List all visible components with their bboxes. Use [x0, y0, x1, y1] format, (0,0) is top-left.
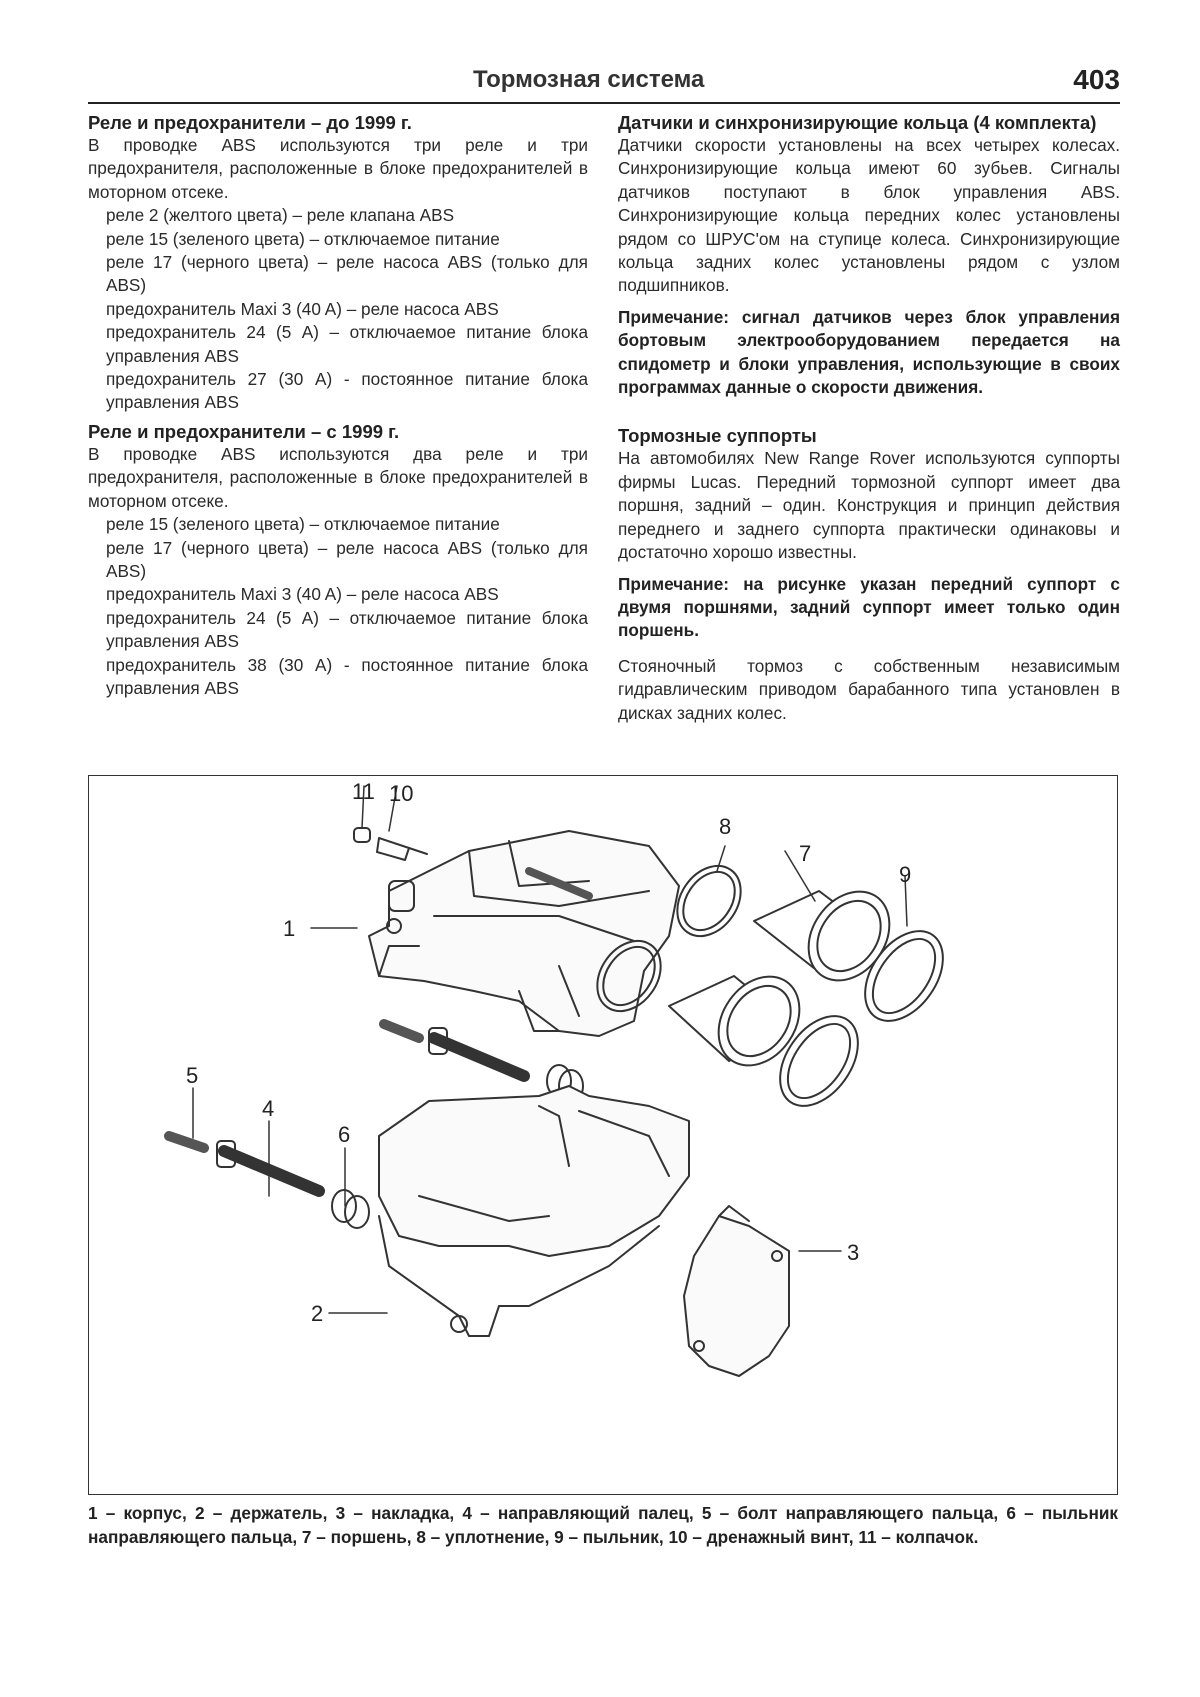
section-title-calipers: Тормозные суппорты	[618, 425, 817, 447]
callout-3: 3	[847, 1240, 860, 1265]
list-item: реле 17 (черного цвета) – реле насоса ABS (только для ABS)	[106, 252, 588, 296]
brake-pad-drawing	[684, 1206, 789, 1376]
callout-6: 6	[338, 1122, 351, 1147]
left-column	[88, 112, 588, 700]
callout-9: 9	[899, 862, 912, 887]
caliper-exploded-figure	[88, 775, 1118, 1495]
list-item: реле 17 (черного цвета) – реле насоса ABS (только для ABS)	[106, 537, 588, 581]
list-item: предохранитель 24 (5 A) – отключаемое питание блока управления ABS	[106, 607, 588, 652]
callout-10: 10	[389, 781, 414, 806]
list-item: предохранитель Maxi 3 (40 A) – реле насоса ABS	[106, 584, 499, 605]
running-title: Тормозная система	[473, 66, 705, 93]
note: Примечание: на рисунке указан передний суппорт с двумя поршнями, задний суппорт имеет только один поршень.	[618, 573, 1120, 641]
carrier-drawing	[379, 1086, 689, 1336]
section-text: В проводке ABS используются три реле и три предохранителя, расположенные в блоке предохранителей в моторном отсеке.	[88, 135, 588, 202]
page-header	[88, 62, 1120, 104]
section-text: Стояночный тормоз с собственным независимым гидравлическим приводом барабанного типа установлен в дисках задних колес.	[618, 655, 1120, 723]
list-item: предохранитель 27 (30 A) - постоянное питание блока управления ABS	[106, 369, 588, 413]
caliper-drawing	[89, 776, 1116, 1493]
callout-2: 2	[311, 1301, 324, 1326]
section-title-relays-post-1999: Реле и предохранители – с 1999 г.	[88, 420, 400, 442]
callout-4: 4	[262, 1096, 275, 1121]
section-title-relays-pre-1999: Реле и предохранители – до 1999 г.	[88, 112, 412, 133]
list-item: реле 15 (зеленого цвета) – отключаемое питание	[106, 514, 500, 535]
list-item: предохранитель 24 (5 A) – отключаемое питание блока управления ABS	[106, 322, 588, 366]
callout-8: 8	[719, 814, 732, 839]
section-text: В проводке ABS используются два реле и три предохранителя, расположенные в блоке предохранителей в моторном отсеке.	[88, 443, 588, 511]
figure-caption: 1 – корпус, 2 – держатель, 3 – накладка, 4 – направляющий палец, 5 – болт направляющего пальца, 6 – пыльник направляющего пальца, 7 – поршень, 8 – уплотнение, 9 – пыльник, 10 – дренажный винт, 11 – колпачок.	[88, 1503, 1118, 1547]
list-item: предохранитель Maxi 3 (40 A) – реле насоса ABS	[106, 298, 499, 319]
list-item: реле 15 (зеленого цвета) – отключаемое питание	[106, 228, 500, 249]
section-text: На автомобилях New Range Rover используются суппорты фирмы Lucas. Передний тормозной суппорт имеет два поршня, задний – один. Конструкция и принцип действия переднего и заднего суппорта практически одинаковы и достаточно хорошо известны.	[618, 448, 1120, 563]
section-title-sensors: Датчики и синхронизирующие кольца (4 комплекта)	[618, 112, 1097, 133]
drain-screw-drawing	[354, 828, 427, 860]
callout-11: 11	[352, 779, 375, 804]
callout-7: 7	[799, 841, 812, 866]
callout-1: 1	[283, 916, 296, 941]
section-text: Датчики скорости установлены на всех четырех колесах. Синхронизирующие кольца имеют 60 зубьев. Сигналы датчиков поступают в блок управления ABS. Синхронизирующие кольца передних колес установлены рядом со ШРУС'ом на ступице колеса. Синхронизирующие кольца задних колес установлены рядом с узлом подшипников.	[618, 135, 1120, 296]
right-column	[618, 112, 1120, 725]
note: Примечание: сигнал датчиков через блок управления бортовым электрооборудованием передается на спидометр и блоки управления, использующие в своих программах данные о скорости движения.	[618, 306, 1120, 398]
page-number: 403	[1073, 64, 1120, 95]
callout-5: 5	[186, 1063, 199, 1088]
list-item: реле 2 (желтого цвета) – реле клапана ABS	[106, 205, 455, 226]
list-item: предохранитель 38 (30 A) - постоянное питание блока управления ABS	[106, 654, 588, 698]
caliper-body-drawing	[369, 831, 679, 1036]
